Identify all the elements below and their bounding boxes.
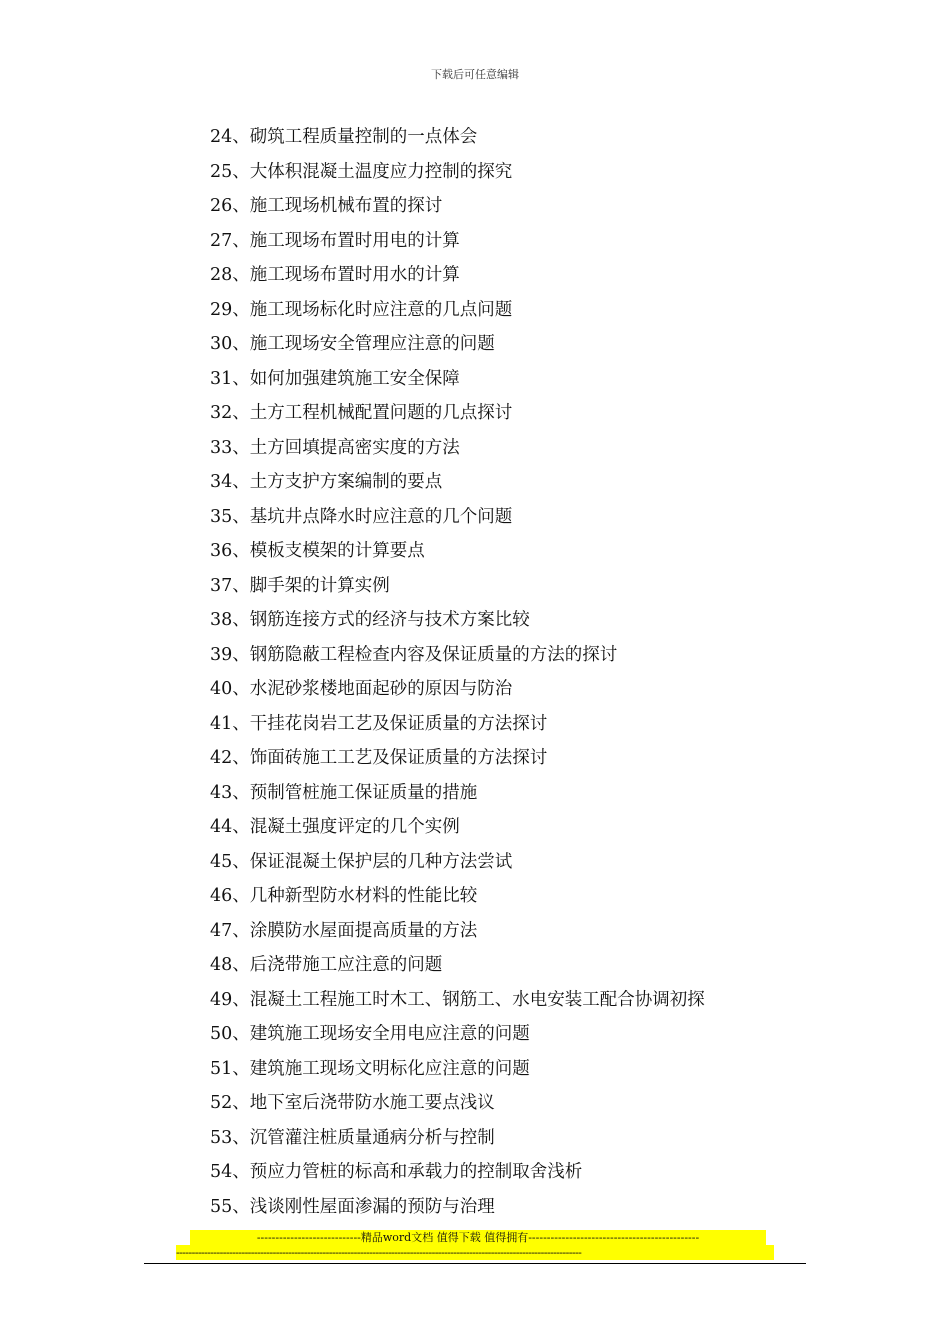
list-item: 44、混凝土强度评定的几个实例 [210,817,460,837]
list-item: 30、施工现场安全管理应注意的问题 [210,334,495,354]
list-item: 39、钢筋隐蔽工程检查内容及保证质量的方法的探讨 [210,644,618,665]
list-item: 32、土方工程机械配置问题的几点探讨 [210,403,513,423]
list-item: 43、预制管桩施工保证质量的措施 [210,782,478,803]
footer-banner [176,1230,774,1260]
footer-divider [144,1263,806,1264]
list-item: 46、几种新型防水材料的性能比较 [210,886,478,906]
footer-banner-dashes: ---------------------------------------------------------------------------------------------------------------------------------- [176,1245,774,1260]
list-item: 29、施工现场标化时应注意的几点问题 [210,299,513,320]
list-item: 35、基坑井点降水时应注意的几个问题 [210,506,513,527]
list-item: 54、预应力管桩的标高和承载力的控制取舍浅析 [210,1162,583,1182]
list-item: 41、干挂花岗岩工艺及保证质量的方法探讨 [210,713,548,734]
footer-banner-text: ----------------------------精品word文档 值得下载 值得拥有---------------------------------------------- [190,1230,766,1245]
list-item: 51、建筑施工现场文明标化应注意的问题 [210,1058,530,1079]
list-item: 36、模板支模架的计算要点 [210,541,425,561]
list-item: 42、饰面砖施工工艺及保证质量的方法探讨 [210,748,548,768]
list-item: 37、脚手架的计算实例 [210,575,390,596]
list-item: 33、土方回填提高密实度的方法 [210,437,460,458]
list-item: 55、浅谈刚性屋面渗漏的预防与治理 [210,1196,495,1217]
list-item: 45、保证混凝土保护层的几种方法尝试 [210,851,513,872]
list-item: 25、大体积混凝土温度应力控制的探究 [210,161,513,182]
list-item: 48、后浇带施工应注意的问题 [210,955,443,975]
list-item: 52、地下室后浇带防水施工要点浅议 [210,1093,495,1113]
list-item: 38、钢筋连接方式的经济与技术方案比较 [210,610,530,630]
list-item: 34、土方支护方案编制的要点 [210,472,443,492]
list-item: 31、如何加强建筑施工安全保障 [210,368,460,389]
topic-list [210,124,705,1228]
list-item: 53、沉管灌注桩质量通病分析与控制 [210,1127,495,1148]
list-item: 50、建筑施工现场安全用电应注意的问题 [210,1024,530,1044]
page-header-note: 下载后可任意编辑 [431,68,519,81]
list-item: 24、砌筑工程质量控制的一点体会 [210,127,478,147]
list-item: 40、水泥砂浆楼地面起砂的原因与防治 [210,679,513,699]
list-item: 49、混凝土工程施工时木工、钢筋工、水电安装工配合协调初探 [210,989,705,1010]
list-item: 28、施工现场布置时用水的计算 [210,265,460,285]
list-item: 27、施工现场布置时用电的计算 [210,230,460,251]
list-item: 26、施工现场机械布置的探讨 [210,196,443,216]
list-item: 47、涂膜防水屋面提高质量的方法 [210,920,478,941]
